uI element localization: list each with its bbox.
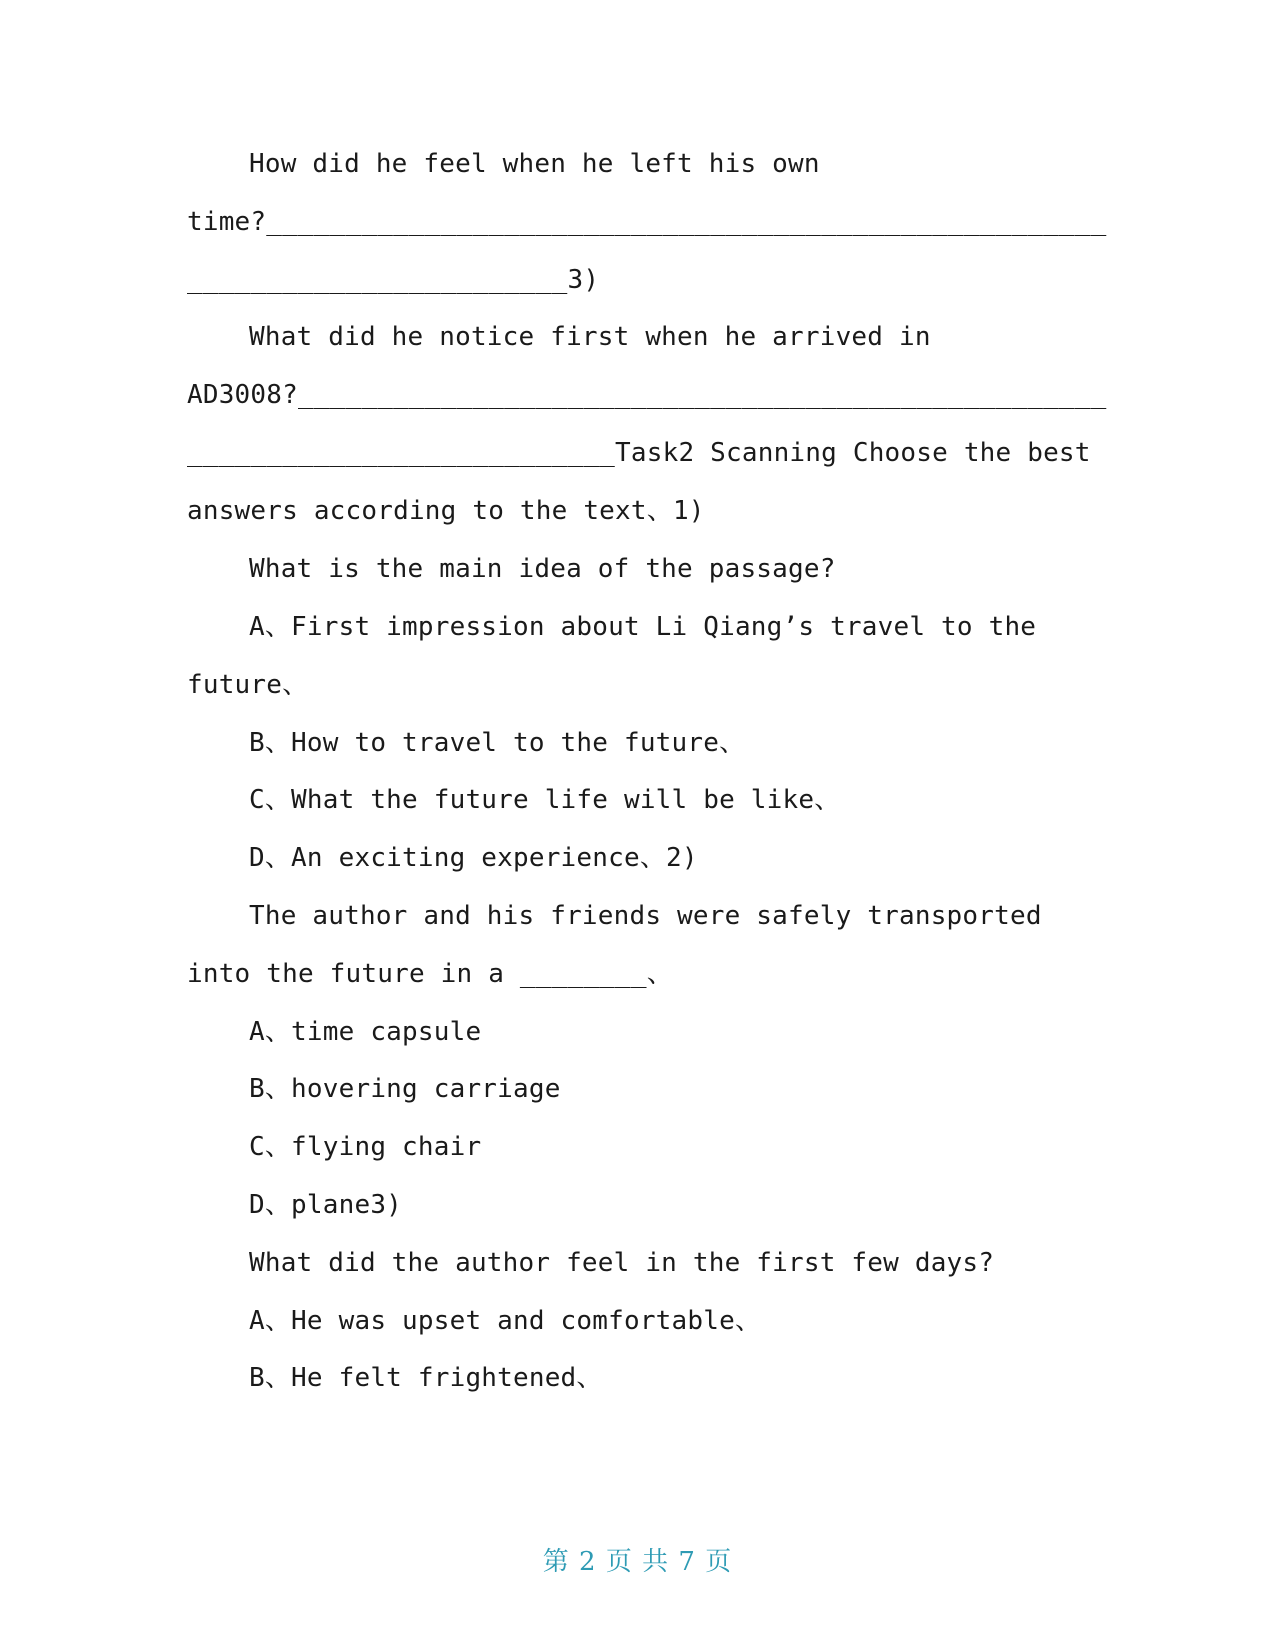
question-text-continued: into the future in a ________、	[187, 959, 673, 989]
answer-blank-line: ________________________3)	[187, 265, 600, 295]
answer-blank-line: AD3008?___________________________________________________	[187, 380, 1107, 410]
task-heading-line: answers according to the text、1)	[187, 496, 705, 526]
answer-option: D、An exciting experience、2)	[249, 843, 698, 873]
answer-option: D、plane3)	[249, 1190, 403, 1220]
answer-option: C、What the future life will be like、	[249, 785, 841, 815]
answer-blank-line: time?_____________________________________________________	[187, 207, 1107, 237]
answer-option: B、How to travel to the future、	[249, 728, 746, 758]
answer-option: C、flying chair	[249, 1132, 482, 1162]
page-number-footer: 第 2 页 共 7 页	[542, 1547, 733, 1577]
question-text: How did he feel when he left his own	[249, 149, 820, 179]
answer-option: A、First impression about Li Qiang’s travel to the	[249, 612, 1037, 642]
question-text: What did he notice first when he arrived in	[249, 322, 931, 352]
answer-option: B、hovering carriage	[249, 1074, 561, 1104]
answer-option: A、time capsule	[249, 1017, 482, 1047]
answer-option: A、He was upset and comfortable、	[249, 1306, 762, 1336]
answer-option-continued: future、	[187, 670, 309, 700]
question-text: What did the author feel in the first few days?	[249, 1248, 995, 1278]
task-heading-line: ___________________________Task2 Scanning Choose the best	[187, 438, 1091, 468]
question-text: The author and his friends were safely transported	[249, 901, 1042, 931]
question-text: What is the main idea of the passage?	[249, 554, 836, 584]
answer-option: B、He felt frightened、	[249, 1363, 603, 1393]
